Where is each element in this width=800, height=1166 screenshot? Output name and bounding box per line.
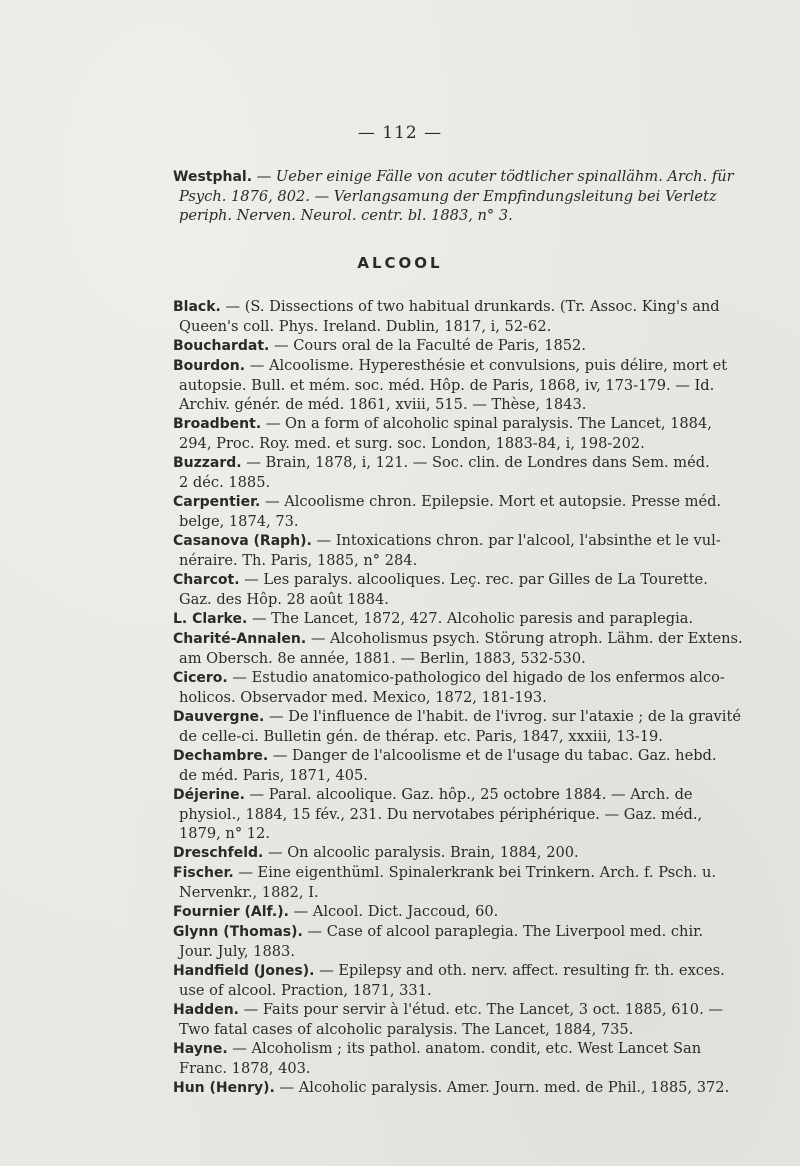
entry-author: Charcot. (173, 572, 240, 588)
entry-line: — Alcoholismus psych. Störung atroph. Lähm. der Extens. (310, 630, 743, 647)
entry-line: — Epilepsy and oth. nerv. affect. resulting fr. th. exces. (319, 962, 725, 979)
section-title: ALCOOL (357, 254, 443, 272)
entry-line: — Alcool. Dict. Jaccoud, 60. (293, 903, 499, 920)
entry-line: — On a form of alcoholic spinal paralysis. The Lancet, 1884, (265, 415, 712, 432)
entry-line: — Paral. alcoolique. Gaz. hôp., 25 octobre 1884. — Arch. de (249, 786, 693, 803)
entry-author: Dreschfeld. (173, 845, 264, 861)
bibliography-entry (173, 356, 728, 414)
entry-line: Jour. July, 1883. (179, 943, 295, 960)
bibliography-entry (173, 746, 717, 785)
bibliography-entry (173, 570, 708, 609)
entry-line: — Faits pour servir à l'étud. etc. The Lancet, 3 oct. 1885, 610. — (243, 1001, 723, 1018)
entry-line: — De l'influence de l'habit. de l'ivrog. sur l'ataxie ; de la gravité (269, 708, 741, 725)
entry-author: Dechambre. (173, 748, 269, 764)
entry-author: Black. (173, 299, 221, 315)
entry-line: — (S. Dissections of two habitual drunkards. (Tr. Assoc. King's and (225, 298, 720, 315)
entry-author: Broadbent. (173, 416, 262, 432)
bibliography-entry (173, 961, 725, 1000)
entry-line: — Les paralys. alcooliques. Leç. rec. par Gilles de La Tourette. (244, 571, 708, 588)
entry-line: autopsie. Bull. et mém. soc. méd. Hôp. de Paris, 1868, iv, 173-179. — Id. (179, 377, 715, 394)
entry-line: Gaz. des Hôp. 28 août 1884. (179, 591, 389, 608)
entry-line: am Obersch. 8e année, 1881. — Berlin, 1883, 532-530. (179, 650, 586, 667)
bibliography-entry (173, 922, 704, 961)
entry-line: 294, Proc. Roy. med. et surg. soc. London, 1883-84, i, 198-202. (179, 435, 645, 452)
entry-author: Dauvergne. (173, 709, 265, 725)
bibliography-entry (173, 531, 721, 570)
bibliography-entry (173, 902, 685, 922)
entry-line: — Eine eigenthüml. Spinalerkrank bei Trinkern. Arch. f. Psch. u. (238, 864, 716, 881)
bibliography-entry (173, 863, 716, 902)
entry-author: Fournier (Alf.). (173, 904, 289, 920)
entry-line: 1879, n° 12. (179, 825, 270, 842)
bibliography-entry (173, 843, 685, 863)
entry-line: Franc. 1878, 403. (179, 1060, 311, 1077)
entry-line: — Alcoholism ; its pathol. anatom. condit, etc. West Lancet San (232, 1040, 702, 1057)
bibliography-list (173, 297, 743, 1098)
entry-line: — Cours oral de la Faculté de Paris, 1852. (274, 337, 586, 354)
entry-line: Nervenkr., 1882, I. (179, 884, 319, 901)
entry-line: — Brain, 1878, i, 121. — Soc. clin. de Londres dans Sem. méd. (246, 454, 710, 471)
bibliography-entry (173, 1039, 702, 1078)
entry-author: Buzzard. (173, 455, 242, 471)
entry-line: — On alcoolic paralysis. Brain, 1884, 200. (267, 844, 579, 861)
entry-line: néraire. Th. Paris, 1885, n° 284. (179, 552, 418, 569)
entry-author: Casanova (Raph). (173, 533, 312, 549)
entry-author: Charité-Annalen. (173, 631, 307, 647)
bibliography-entry (173, 336, 685, 356)
bibliography-entry (173, 453, 710, 492)
entry-author: Glynn (Thomas). (173, 924, 303, 940)
bibliography-entry (173, 1000, 723, 1039)
entry-line: — Estudio anatomico-pathologico del higado de los enfermos alco- (232, 669, 725, 686)
entry-author: Bouchardat. (173, 338, 270, 354)
entry-line: Queen's coll. Phys. Ireland. Dublin, 1817, i, 52-62. (179, 318, 552, 335)
bibliography-entry (173, 492, 722, 531)
entry-line: — Alcoolisme chron. Epilepsie. Mort et autopsie. Presse méd. (264, 493, 722, 510)
bibliography-entry (173, 297, 720, 336)
entry-line: — Danger de l'alcoolisme et de l'usage du tabac. Gaz. hebd. (272, 747, 717, 764)
entry-line: — Alcoholic paralysis. Amer. Journ. med. de Phil., 1885, 372. (279, 1079, 730, 1096)
entry-author: Hadden. (173, 1002, 239, 1018)
bibliography-entry (173, 707, 741, 746)
entry-author: Hayne. (173, 1041, 228, 1057)
bibliography-entry (173, 668, 725, 707)
entry-author: Hun (Henry). (173, 1080, 275, 1096)
entry-line: — The Lancet, 1872, 427. Alcoholic paresis and paraplegia. (251, 610, 694, 627)
entry-line: de celle-ci. Bulletin gén. de thérap. etc. Paris, 1847, xxxiii, 13-19. (179, 728, 663, 745)
entry-line: Archiv. génér. de méd. 1861, xviii, 515. — Thèse, 1843. (179, 396, 587, 413)
entry-author: Cicero. (173, 670, 228, 686)
bibliography-entry (173, 1078, 730, 1098)
entry-line: — Intoxications chron. par l'alcool, l'absinthe et le vul- (316, 532, 721, 549)
bibliography-entry (173, 629, 743, 668)
entry-line: physiol., 1884, 15 fév., 231. Du nervotabes périphérique. — Gaz. méd., (179, 806, 703, 823)
entry-line: 2 déc. 1885. (179, 474, 271, 491)
page-number: — 112 — (357, 123, 443, 143)
entry-line: — Case of alcool paraplegia. The Liverpool med. chir. (307, 923, 704, 940)
entry-line: use of alcool. Praction, 1871, 331. (179, 982, 432, 999)
entry-author: Déjerine. (173, 787, 245, 803)
entry-line: Psych. 1876, 802. — Verlangsamung der Empfindungsleitung bei Verletz (179, 188, 717, 205)
entry-author: Carpentier. (173, 494, 261, 510)
entry-line: — Alcoolisme. Hyperesthésie et convulsions, puis délire, mort et (249, 357, 728, 374)
entry-author: Westphal. (173, 169, 253, 185)
entry-line: Two fatal cases of alcoholic paralysis. The Lancet, 1884, 735. (179, 1021, 634, 1038)
bibliography-entry (173, 609, 694, 629)
bibliography-entry (173, 414, 712, 453)
entry-author: L. Clarke. (173, 611, 248, 627)
entry-line: de méd. Paris, 1871, 405. (179, 767, 368, 784)
entry-line: — Ueber einige Fälle von acuter tödtlicher spinallähm. Arch. für (256, 168, 734, 185)
bibliography-entry-westphal (173, 167, 734, 225)
bibliography-entry (173, 785, 703, 843)
entry-line: holicos. Observador med. Mexico, 1872, 181-193. (179, 689, 547, 706)
entry-author: Handfield (Jones). (173, 963, 315, 979)
entry-author: Fischer. (173, 865, 234, 881)
entry-line: belge, 1874, 73. (179, 513, 299, 530)
entry-author: Bourdon. (173, 358, 246, 374)
entry-line: periph. Nerven. Neurol. centr. bl. 1883, n° 3. (179, 207, 513, 224)
